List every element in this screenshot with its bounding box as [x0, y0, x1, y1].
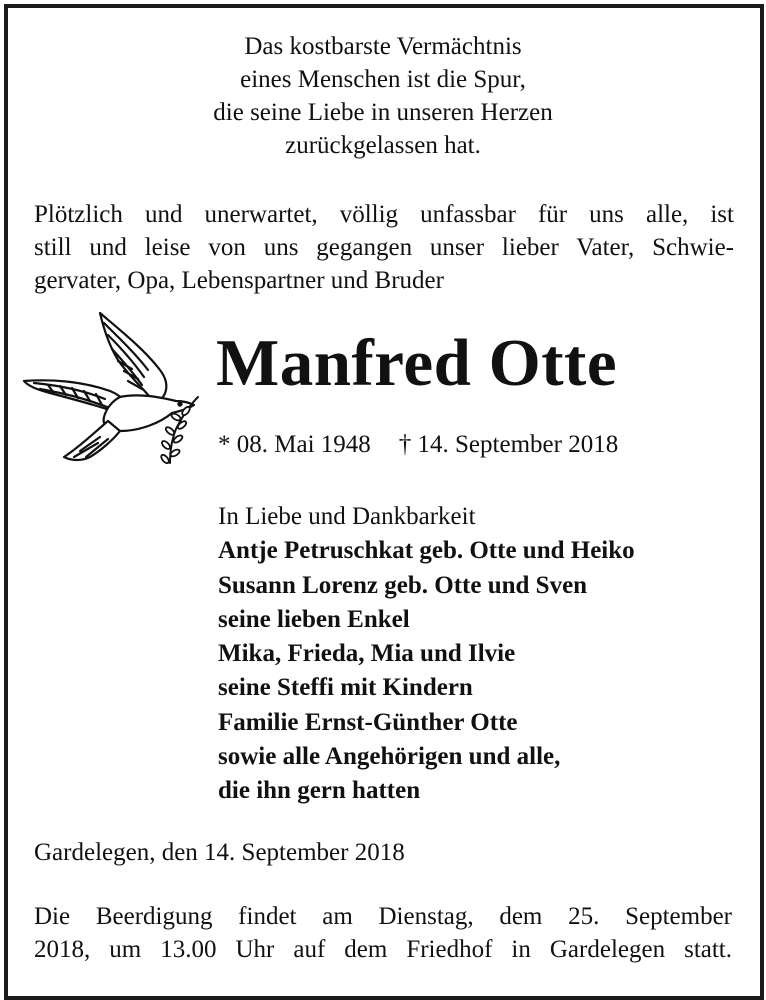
mourner-line: seine Steffi mit Kindern	[218, 674, 473, 702]
quote-line: die seine Liebe in unseren Herzen	[213, 99, 553, 126]
dove-with-olive-branch-icon	[20, 305, 205, 470]
mourner-line: sowie alle Angehörigen und alle,	[218, 743, 561, 771]
quote-line: eines Menschen ist die Spur,	[240, 66, 526, 93]
place-and-date: Gardelegen, den 14. September 2018	[34, 839, 405, 866]
death-date: † 14. September 2018	[398, 431, 619, 458]
mourner-line: die ihn gern hatten	[218, 777, 421, 805]
mourner-line: Familie Ernst-Günther Otte	[218, 708, 518, 736]
funeral-line: Die Beerdigung findet am Dienstag, dem 25. September	[34, 903, 732, 930]
funeral-notice	[34, 900, 732, 966]
quote-line: zurückgelassen hat.	[285, 132, 481, 159]
mourner-line: Antje Petruschkat geb. Otte und Heiko	[218, 537, 635, 565]
announcement-line: gervater, Opa, Lebenspartner und Bruder	[34, 267, 444, 294]
funeral-line: 2018, um 13.00 Uhr auf dem Friedhof in Gardelegen statt.	[34, 936, 732, 963]
life-dates	[218, 427, 618, 463]
mourners-opening: In Liebe und Dankbarkeit	[218, 503, 476, 530]
mourner-line: Mika, Frieda, Mia und Ilvie	[218, 640, 516, 668]
announcement-line: still und leise von uns gegangen unser lieber Vater, Schwie-	[34, 234, 734, 261]
mourners-list	[218, 500, 635, 809]
quote-line: Das kostbarste Vermächtnis	[244, 33, 522, 60]
death-announcement-text	[34, 198, 734, 297]
mourner-line: Susann Lorenz geb. Otte und Sven	[218, 571, 588, 599]
mourner-line: seine lieben Enkel	[218, 605, 410, 633]
deceased-name: Manfred Otte	[216, 326, 618, 400]
memorial-quote	[0, 30, 766, 162]
announcement-line: Plötzlich und unerwartet, völlig unfassbar für uns alle, ist	[34, 201, 734, 228]
birth-date: * 08. Mai 1948	[218, 431, 371, 458]
